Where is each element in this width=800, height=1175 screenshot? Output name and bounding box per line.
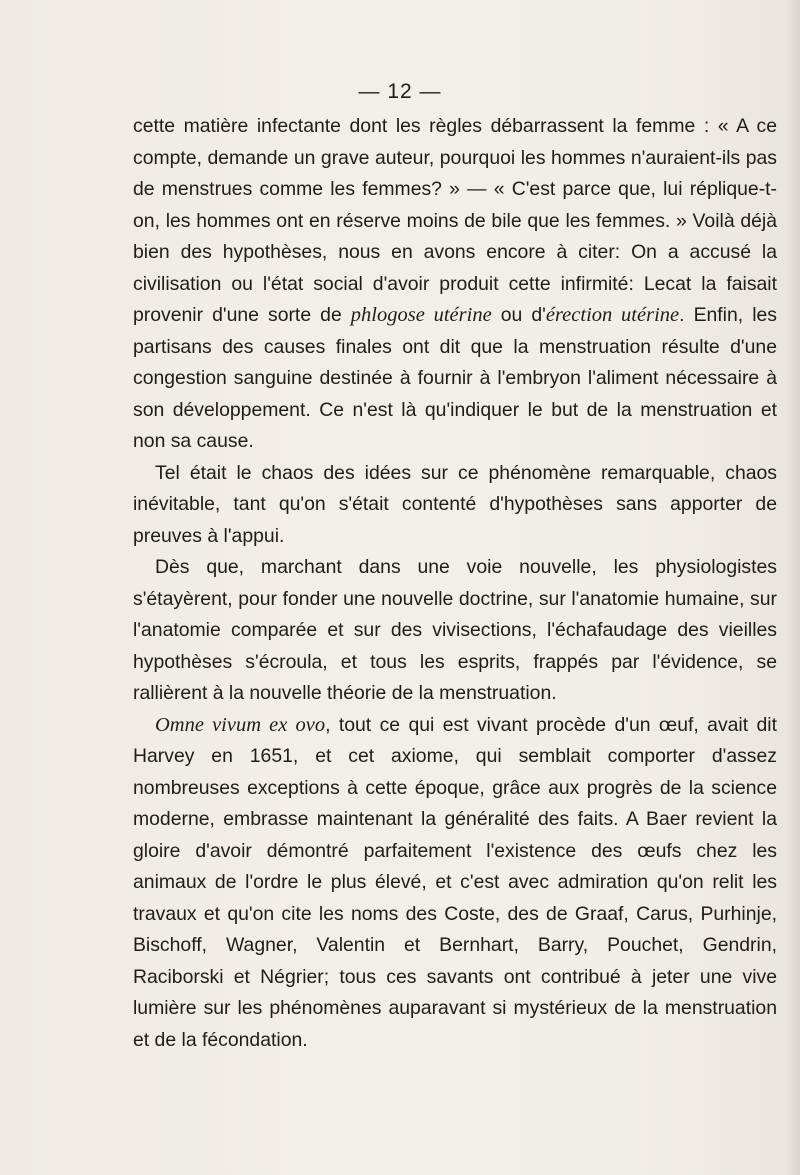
paragraph-1: [133, 111, 777, 458]
page-edge-shadow: [786, 0, 800, 1175]
paragraph-1-text-b: ou d': [491, 304, 546, 326]
italic-term-phlogose: phlogose utérine: [350, 304, 492, 326]
italic-term-erection: érection utérine: [545, 304, 680, 326]
paragraph-4: [133, 710, 777, 1057]
page-number: — 12 —: [358, 80, 442, 103]
paragraph-3: [133, 552, 777, 710]
body-text: [133, 111, 777, 1056]
italic-latin-quote: Omne vivum ex ovo: [155, 713, 326, 736]
paragraph-2-text: Tel était le chaos des idées sur ce phénomène remarquable, chaos inévitable, tant qu'on s'était contenté d'hypothèses sans apporter de preuves à l'appui.: [133, 461, 777, 547]
paragraph-1-text-a: cette matière infectante dont les règles débarrassent la femme : « A ce compte, demande un grave auteur, pourquoi les hommes n'auraient-ils pas de menstrues comme les femmes? » — « C'est parce que, lui réplique-t-on, les hommes ont en réserve moins de bile que les femmes. » Voilà déjà bien des hypothèses, nous en avons encore à citer: On a accusé la civilisation ou l'état social d'avoir produit cette infirmité: Lecat la faisait provenir d'une sorte de: [133, 115, 777, 326]
paragraph-1-text-c: . Enfin, les partisans des causes finales ont dit que la menstruation résulte d'une congestion sanguine destinée à fournir à l'embryon l'aliment nécessaire à son développement. Ce n'est là qu'indiquer le but de la menstruation et non sa cause.: [133, 304, 777, 452]
paragraph-4-text: , tout ce qui est vivant procède d'un œuf, avait dit Harvey en 1651, et cet axiome, qui semblait comporter d'assez nombreuses exceptions à cette époque, grâce aux progrès de la science moderne, embrasse maintenant la généralité des faits. A Baer revient la gloire d'avoir démontré parfaitement l'existence des œufs chez les animaux de l'ordre le plus élevé, et c'est avec admiration qu'on relit les travaux et qu'on cite les noms des Coste, des de Graaf, Carus, Purhinje, Bischoff, Wagner, Valentin et Bernhart, Barry, Pouchet, Gendrin, Raciborski et Négrier; tous ces savants ont contribué à jeter une vive lumière sur les phénomènes auparavant si mystérieux de la menstruation et de la fécondation.: [133, 713, 777, 1051]
paragraph-3-text: Dès que, marchant dans une voie nouvelle, les physiologistes s'étayèrent, pour fonder une nouvelle doctrine, sur l'anatomie humaine, sur l'anatomie comparée et sur des vivisections, l'échafaudage des vieilles hypothèses s'écroula, et tous les esprits, frappés par l'évidence, se rallièrent à la nouvelle théorie de la menstruation.: [133, 556, 777, 704]
paragraph-2: [133, 458, 777, 553]
